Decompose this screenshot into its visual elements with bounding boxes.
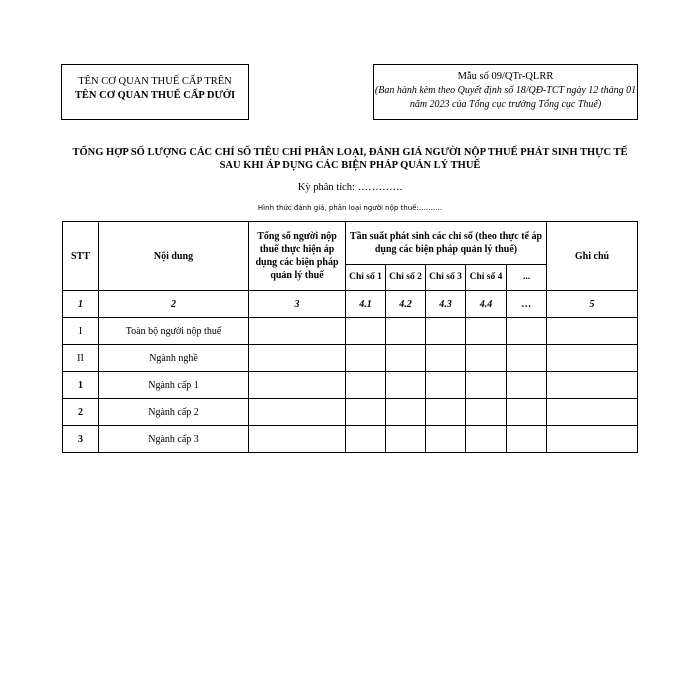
cell — [426, 426, 466, 453]
issued-note: (Ban hành kèm theo Quyết định số 18/QĐ-TCT ngày 12 tháng 01 năm 2023 của Tổng cục trưởng Tổng cục Thuế) — [374, 85, 637, 110]
row-content: Toàn bộ người nộp thuế — [99, 318, 249, 345]
cell — [507, 426, 547, 453]
cell — [249, 372, 346, 399]
cell — [507, 399, 547, 426]
col-number: 1 — [63, 291, 99, 318]
col-number: 3 — [249, 291, 346, 318]
table-row — [63, 399, 638, 426]
col-number: 4.2 — [386, 291, 426, 318]
cell — [547, 318, 638, 345]
cell — [346, 318, 386, 345]
table-row — [63, 426, 638, 453]
header-frequency: Tần suất phát sinh các chỉ số (theo thực tế áp dụng các biện pháp quản lý thuế) — [346, 222, 547, 265]
cell — [386, 426, 426, 453]
row-content: Ngành cấp 2 — [99, 399, 249, 426]
row-stt: I — [63, 318, 99, 345]
lower-agency-name: TÊN CƠ QUAN THUẾ CẤP DƯỚI — [74, 90, 236, 101]
summary-table — [62, 221, 638, 453]
cell — [249, 399, 346, 426]
report-title-line2: SAU KHI ÁP DỤNG CÁC BIỆN PHÁP QUẢN LÝ THUẾ — [219, 160, 481, 171]
report-title — [40, 146, 660, 172]
cell — [386, 399, 426, 426]
row-content: Ngành nghề — [99, 345, 249, 372]
cell — [426, 318, 466, 345]
agency-header-box — [61, 64, 249, 120]
cell — [466, 372, 507, 399]
cell — [507, 318, 547, 345]
col-number: 4.1 — [346, 291, 386, 318]
cell — [249, 345, 346, 372]
cell — [346, 372, 386, 399]
cell — [426, 345, 466, 372]
header-index-more: ... — [507, 265, 547, 291]
cell — [547, 426, 638, 453]
cell — [547, 345, 638, 372]
table-row — [63, 345, 638, 372]
col-number: 4.3 — [426, 291, 466, 318]
cell — [346, 426, 386, 453]
analysis-period: Kỳ phân tích: …………. — [297, 182, 403, 193]
assessment-method: Hình thức đánh giá, phân loại người nộp thuế:………. — [257, 204, 443, 212]
header-content: Nội dung — [99, 222, 249, 291]
row-stt: 3 — [63, 426, 99, 453]
col-number: 2 — [99, 291, 249, 318]
cell — [249, 426, 346, 453]
cell — [466, 426, 507, 453]
header-index-4: Chỉ số 4 — [466, 265, 507, 291]
row-stt: 2 — [63, 399, 99, 426]
table-row — [63, 318, 638, 345]
cell — [466, 345, 507, 372]
form-number: Mẫu số 09/QTr-QLRR — [457, 71, 554, 82]
cell — [466, 399, 507, 426]
cell — [547, 372, 638, 399]
cell — [507, 345, 547, 372]
column-numbering-row — [63, 291, 638, 318]
header-notes: Ghi chú — [547, 222, 638, 291]
cell — [466, 318, 507, 345]
cell — [249, 318, 346, 345]
cell — [507, 372, 547, 399]
report-title-line1: TỔNG HỢP SỐ LƯỢNG CÁC CHỈ SỐ TIÊU CHÍ PHÂN LOẠI, ĐÁNH GIÁ NGƯỜI NỘP THUẾ PHÁT SINH THỰC TẾ — [72, 147, 628, 158]
row-content: Ngành cấp 3 — [99, 426, 249, 453]
cell — [547, 399, 638, 426]
header-index-3: Chỉ số 3 — [426, 265, 466, 291]
header-index-1: Chỉ số 1 — [346, 265, 386, 291]
row-stt: 1 — [63, 372, 99, 399]
cell — [426, 399, 466, 426]
row-stt: II — [63, 345, 99, 372]
col-number: 5 — [547, 291, 638, 318]
header-total: Tổng số người nộp thuế thực hiện áp dụng các biện pháp quản lý thuế — [249, 222, 346, 291]
header-index-2: Chỉ số 2 — [386, 265, 426, 291]
upper-agency-name: TÊN CƠ QUAN THUẾ CẤP TRÊN — [78, 76, 232, 87]
header-stt: STT — [63, 222, 99, 291]
col-number: 4.4 — [466, 291, 507, 318]
cell — [346, 345, 386, 372]
cell — [386, 372, 426, 399]
cell — [346, 399, 386, 426]
col-number: … — [507, 291, 547, 318]
cell — [386, 345, 426, 372]
row-content: Ngành cấp 1 — [99, 372, 249, 399]
cell — [386, 318, 426, 345]
form-info-box — [373, 64, 638, 120]
table-row — [63, 372, 638, 399]
cell — [426, 372, 466, 399]
